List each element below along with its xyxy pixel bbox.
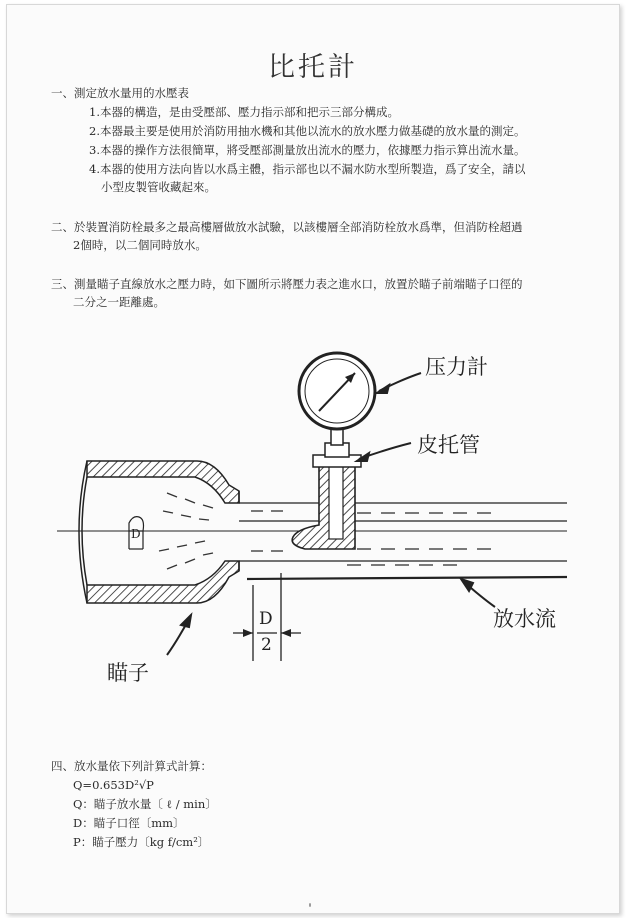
formula: Q=0.653D²√P (73, 778, 154, 792)
stream-label: 放水流 (493, 607, 556, 631)
pitot-diagram (7, 325, 619, 695)
d-definition: D：瞄子口徑〔mm〕 (73, 816, 185, 830)
center-diameter-label: D (131, 527, 141, 541)
section1-item-1: 1.本器的構造，是由受壓部、壓力指示部和把示三部分構成。 (89, 105, 399, 119)
section1-item-3: 3.本器的操作方法很簡單，將受壓部測量放出流水的壓力，依據壓力指示算出流水量。 (89, 143, 526, 157)
nozzle-label: 瞄子 (107, 661, 149, 685)
section2-line2: 2個時，以二個同時放水。 (73, 238, 207, 252)
page-title: 比托計 (268, 52, 358, 83)
section1-item-4: 4.本器的使用方法向皆以水爲主體，指示部也以不漏水防水型所製造，爲了安全，請以 (89, 162, 526, 176)
section2-line1: 二、於裝置消防栓最多之最高樓層做放水試驗，以該樓層全部消防栓放水爲準，但消防栓超過 (51, 220, 523, 234)
pressure-gauge (299, 353, 375, 429)
pitot-tube (292, 429, 361, 549)
section1-item-4-cont: 小型皮製管收藏起來。 (101, 180, 216, 194)
scan-speck (309, 903, 311, 907)
water-stream (239, 503, 567, 579)
section3-line1: 三、測量瞄子直線放水之壓力時，如下圖所示將壓力表之進水口，放置於瞄子前端瞄子口徑的 (51, 277, 523, 291)
p-definition: P：瞄子壓力〔kg f/cm²〕 (73, 835, 210, 849)
dim-denominator: 2 (261, 635, 272, 655)
section4-heading: 四、放水量依下列計算式計算： (51, 759, 212, 773)
section1-item-2: 2.本器最主要是使用於消防用抽水機和其他以流水的放水壓力做基礎的放水量的測定。 (89, 124, 526, 138)
pitot-label: 皮托管 (417, 433, 480, 457)
section1-heading: 一、測定放水量用的水壓表 (51, 86, 189, 100)
nozzle-body (79, 461, 239, 603)
document-page (6, 4, 620, 914)
section3-line2: 二分之一距離處。 (73, 295, 165, 309)
gauge-label: 压力計 (425, 355, 488, 379)
dim-numerator: D (259, 609, 273, 629)
q-definition: Q：瞄子放水量〔 ℓ / min〕 (73, 797, 217, 811)
